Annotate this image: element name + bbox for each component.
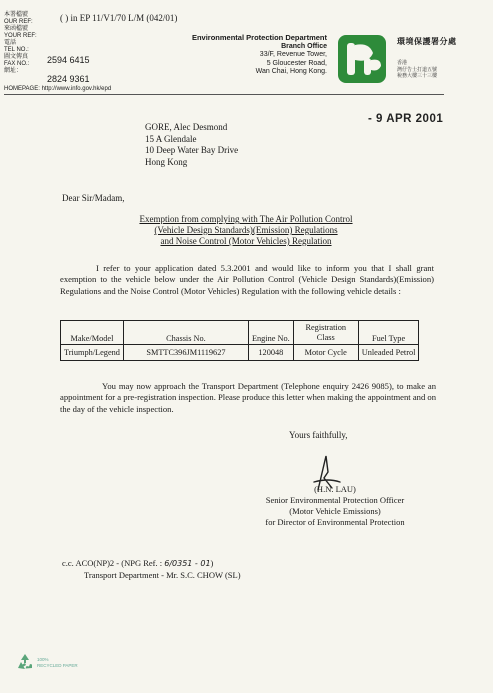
header-engine-no: Engine No. (248, 321, 293, 345)
date-stamp: - 9 APR 2001 (368, 113, 444, 125)
header-labels (4, 12, 64, 75)
recipient-name: GORE, Alec Desmond (145, 122, 228, 132)
office-address-line-3: Wan Chai, Hong Kong. (255, 68, 327, 75)
office-address-line-2: 5 Gloucester Road, (266, 59, 327, 67)
cn-address-line-1: 香港 (397, 60, 408, 66)
cn-address-line-2: 灣仔告士打道五號 (397, 66, 438, 73)
recipient-line-2: 15 A Glendale (145, 133, 197, 144)
cell-fuel-type: Unleaded Petrol (358, 345, 419, 361)
recipient-address (145, 122, 238, 168)
salutation: Dear Sir/Madam, (62, 193, 125, 203)
recipient-line-3: 10 Deep Water Bay Drive (145, 145, 239, 155)
our-ref-value: ( ) in EP 11/V1/70 L/M (042/01) (60, 13, 178, 23)
recycled-paper-label (37, 657, 78, 668)
cc-block (62, 558, 241, 581)
paragraph-1: I refer to your application dated 5.3.2001 and would like to inform you that I shall grant exemption to the vehicle below under the Air Pollution Control (Vehicle Design Standards)(Emission) Regulations and the Noise Control (Motor Vehicles) Regulation with the following vehicle details : (60, 263, 434, 296)
label-fax: FAX NO.: (4, 61, 30, 67)
subject-line-1: Exemption from complying with The Air Pollution Control (139, 214, 353, 224)
signer-unit: (Motor Vehicle Emissions) (289, 506, 381, 516)
recycle-icon (15, 652, 35, 672)
subject-heading (60, 214, 432, 247)
closing: Yours faithfully, (289, 430, 348, 440)
cn-department-title: 環境保護署分處 (397, 37, 457, 46)
fax-value: 2824 9361 (47, 74, 90, 84)
header-fuel-type: Fuel Type (358, 321, 419, 345)
homepage-url: http://www.info.gov.hk/epd (41, 86, 112, 92)
subject-line-2: (Vehicle Design Standards)(Emission) Regulations (154, 225, 338, 235)
cell-make-model: Triumph/Legend (61, 345, 124, 361)
table-header-row (61, 321, 419, 345)
office-address-line-1: 33/F, Revenue Tower, (259, 51, 327, 58)
label-homepage-cn: 網址： (4, 68, 23, 74)
epd-logo-icon (337, 34, 387, 84)
table-row (61, 345, 419, 361)
signer-on-behalf: for Director of Environmental Protection (265, 517, 405, 527)
paragraph-2: You may now approach the Transport Department (Telephone enquiry 2426 9085), to make an appointment for a pre-registration inspection. Please produce this letter when making the appointment and on the day of the vehicle inspection. (60, 381, 436, 414)
header-chassis-no: Chassis No. (123, 321, 248, 345)
label-our-ref: OUR REF: (4, 19, 33, 25)
label-tel-cn: 電話 (4, 40, 17, 46)
label-fax-cn: 圖文傳真 (4, 54, 29, 60)
cell-engine-no: 120048 (248, 345, 293, 361)
signer-name: (H.N. LAU) (314, 484, 356, 494)
office-name: Environmental Protection Department (191, 33, 327, 42)
label-your-ref: YOUR REF: (4, 33, 37, 39)
label-tel: TEL NO.: (4, 47, 29, 53)
office-branch: Branch Office (281, 42, 327, 50)
cc-handwritten-ref: 6/0351 - 01 (164, 559, 211, 568)
cn-address (397, 60, 437, 80)
cc-line-1 (62, 558, 241, 570)
homepage-line (4, 86, 111, 92)
signer-title: Senior Environmental Protection Officer (265, 495, 405, 505)
cc-line-1-text: c.c. ACO(NP)2 - (NPG Ref. : (62, 558, 163, 568)
header-divider (4, 94, 444, 95)
vehicle-details-table (60, 320, 419, 361)
office-address (192, 34, 327, 77)
header-registration-class: Registration Class (293, 321, 358, 345)
signer-block (232, 484, 438, 528)
recipient-line-4: Hong Kong (145, 156, 188, 167)
tel-value: 2594 6415 (47, 55, 90, 65)
cc-line-1-end: ) (210, 558, 214, 568)
header-make-model: Make/Model (61, 321, 124, 345)
cc-line-2: Transport Department - Mr. S.C. CHOW (SL) (84, 569, 241, 580)
cell-chassis-no: SMTTC396JM1119627 (123, 345, 248, 361)
label-our-ref-cn: 本署檔號 (4, 12, 29, 18)
label-homepage: HOMEPAGE: (4, 86, 40, 92)
cell-registration-class: Motor Cycle (293, 345, 358, 361)
cn-address-line-3: 稅務大樓三十三樓 (397, 73, 438, 79)
recycled-text: RECYCLED PAPER (37, 662, 78, 668)
label-your-ref-cn: 來函檔號 (4, 26, 29, 32)
subject-line-3: and Noise Control (Motor Vehicles) Regulation (160, 236, 332, 246)
recycled-percent: 100% (37, 657, 49, 662)
